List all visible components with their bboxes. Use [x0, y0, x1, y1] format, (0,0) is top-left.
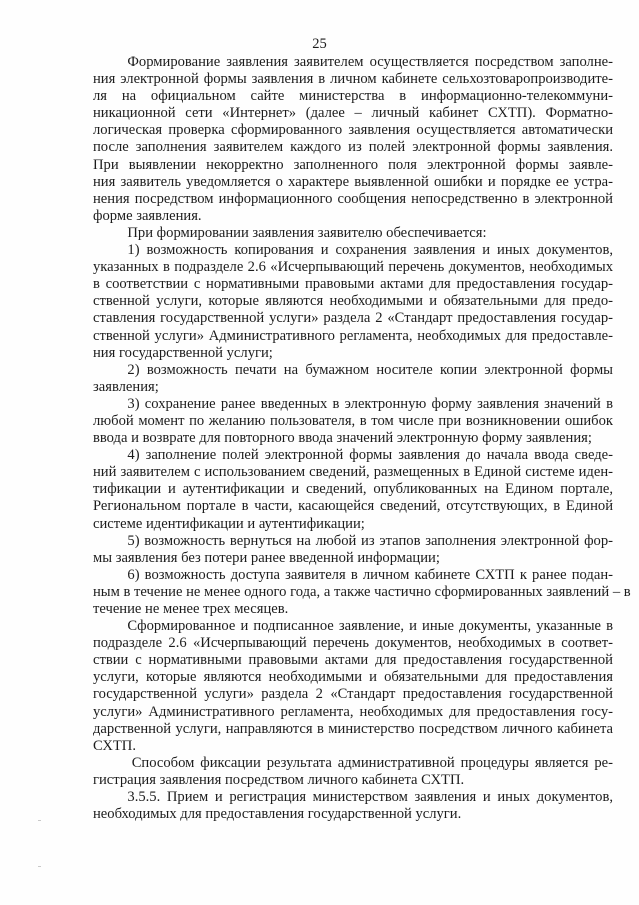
text-line: Региональном портале в части, касающейся сведений, отсутствующих, в Единой	[93, 498, 613, 515]
text-line: 4) заполнение полей электронной формы заявления до начала ввода сведе-	[127, 447, 613, 464]
paragraph	[93, 54, 613, 225]
text-line: ния государственной услуги;	[93, 344, 273, 361]
paragraph	[93, 566, 631, 618]
text-line: Сформированное и подписанное заявление, и иные документы, указанные в	[127, 618, 613, 635]
text-line: При формировании заявления заявителю обеспечивается:	[127, 224, 487, 241]
document-body	[93, 54, 631, 823]
paragraph	[93, 789, 613, 823]
paragraph	[93, 396, 613, 447]
text-line: заявления;	[93, 378, 159, 395]
text-line: СХТП.	[93, 737, 136, 754]
text-line: подразделе 2.6 «Исчерпывающий перечень документов, необходимых в соответ-	[93, 635, 613, 652]
text-line: любой момент по желанию пользователя, в том числе при возникновении ошибок	[93, 412, 613, 429]
text-line: Формирование заявления заявителем осуществляется посредством заполне-	[127, 54, 613, 70]
text-line: 5) возможность вернуться на любой из этапов заполнения электронной фор-	[127, 532, 613, 549]
text-line: течение не менее трех месяцев.	[93, 601, 289, 617]
text-line: услуги, которые являются необходимыми и обязательными для предоставления	[93, 669, 613, 686]
text-line: указанных в подразделе 2.6 «Исчерпывающий перечень документов, необходимых	[93, 259, 613, 276]
text-line: тификации и аутентификации и сведений, опубликованных на Едином портале,	[93, 481, 613, 498]
text-line: ний заявителем с использованием сведений, размещенных в Единой системе иден-	[93, 464, 613, 481]
text-line: логическая проверка сформированного заявления осуществляется автоматически	[93, 122, 613, 139]
text-line: 3) сохранение ранее введенных в электронную форму заявления значений в	[127, 395, 613, 412]
text-line: ственной услуги» Административного регламента, необходимых для предоставле-	[93, 327, 613, 344]
paragraph	[93, 447, 613, 532]
scan-speck	[38, 866, 41, 867]
text-line: ным в течение не менее одного года, а также частично сформированных заявлений – в	[93, 583, 631, 600]
paragraph	[93, 362, 613, 396]
text-line: никационной сети «Интернет» (далее – личный кабинет СХТП). Форматно-	[93, 105, 613, 122]
text-line: 1) возможность копирования и сохранения заявления и иных документов,	[127, 242, 613, 259]
text-line: При выявлении некорректно заполненного поля электронной формы заявле-	[93, 156, 613, 173]
text-line: 6) возможность доступа заявителя в личном кабинете СХТП к ранее подан-	[127, 566, 613, 583]
text-line: нения посредством информационного сообщения непосредственно в электронной	[93, 190, 613, 207]
page-number: 25	[312, 36, 327, 52]
paragraph	[93, 533, 613, 567]
paragraph	[93, 225, 613, 242]
text-line: дарственной услуги, направляются в министерство посредством личного кабинета	[93, 720, 613, 737]
paragraph	[93, 618, 613, 755]
text-line: ля на официальном сайте министерства в информационно-телекоммуни-	[93, 88, 613, 105]
text-line: ввода и возврате для повторного ввода значений электронную форму заявления;	[93, 430, 592, 447]
text-line: Способом фиксации результата административной процедуры является ре-	[131, 754, 613, 771]
paragraph	[93, 755, 613, 789]
text-line: мы заявления без потери ранее введенной информации;	[93, 549, 440, 566]
text-line: 3.5.5. Прием и регистрация министерством заявления и иных документов,	[127, 789, 613, 806]
text-line: ственной услуги, которые являются необходимыми и обязательными для предо-	[93, 293, 613, 310]
text-line: услуги» Административного регламента, необходимых для предоставления госу-	[93, 703, 613, 720]
text-line: ставления государственной услуги» раздела 2 «Стандарт предоставления государ-	[93, 310, 613, 327]
text-line: ния заявитель уведомляется о характере выявленной ошибки и порядке ее устра-	[93, 173, 613, 190]
text-line: форме заявления.	[93, 207, 202, 224]
text-line: 2) возможность печати на бумажном носителе копии электронной формы	[127, 361, 613, 378]
text-line: после заполнения заявителем каждого из полей электронной формы заявления.	[93, 139, 613, 156]
text-line: системе идентификации и аутентификации;	[93, 515, 365, 532]
text-line: в соответствии с нормативными правовыми актами для предоставления государ-	[93, 276, 613, 293]
paragraph	[93, 242, 613, 362]
text-line: гистрация заявления посредством личного кабинета СХТП.	[93, 771, 465, 788]
scan-speck	[38, 820, 41, 821]
text-line: ния электронной формы заявления в личном кабинете сельхозтоваропроизводите-	[93, 71, 613, 88]
text-line: необходимых для предоставления государственной услуги.	[93, 806, 462, 823]
text-line: государственной услуги» раздела 2 «Стандарт предоставления государственной	[93, 686, 613, 703]
text-line: ствии с нормативными правовыми актами для предоставления государственной	[93, 652, 613, 669]
